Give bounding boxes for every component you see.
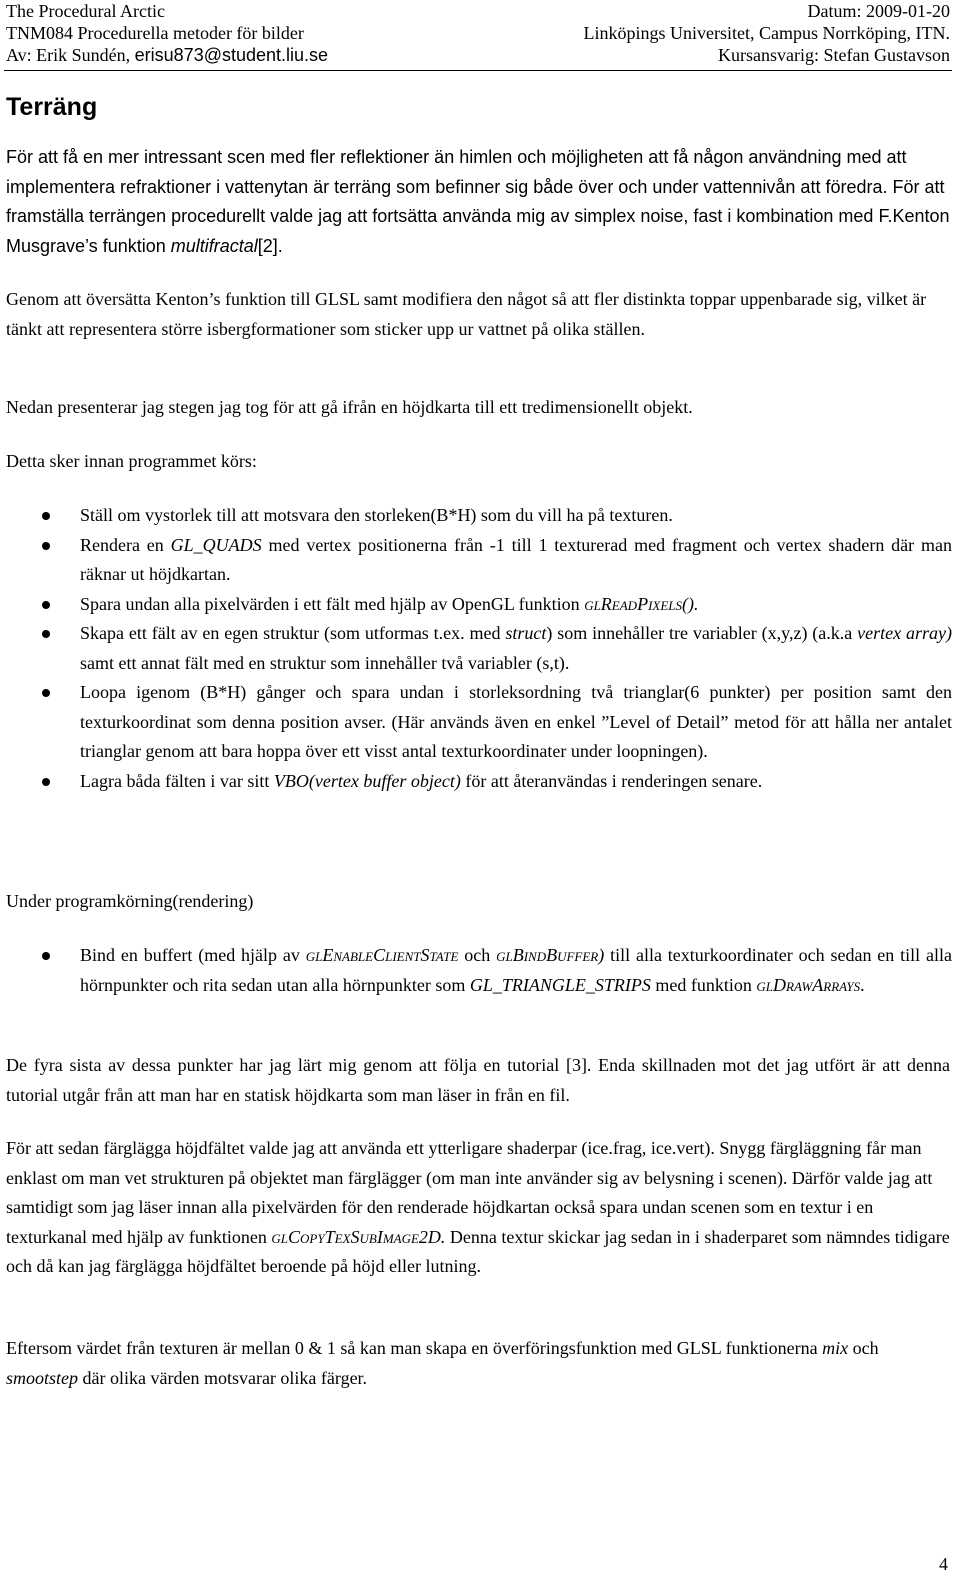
list-item: Skapa ett fält av en egen struktur (som utformas t.ex. med struct) som innehåller tre variabler (x,y,z) (a.k.a vertex array) samt ett annat fält med en struktur som innehåller två variabler (s,t). xyxy=(0,619,952,678)
section-title: Terräng xyxy=(6,93,98,121)
bullet-icon xyxy=(42,952,50,960)
header-line-1 xyxy=(6,0,950,22)
paragraph-intro: För att få en mer intressant scen med fler reflektioner än himlen och möjligheten att få någon användning med att implementera refraktioner i vattenytan är terräng som befinner sig både över och under vattennivån att föredra. För att framställa terrängen procedurellt valde jag att fortsätta använda mig av simplex noise, fast i kombination med F.Kenton Musgrave’s funktion multifractal[2]. xyxy=(6,147,950,256)
header-divider xyxy=(4,70,952,71)
list-item: Rendera en GL_QUADS med vertex positionerna från -1 till 1 texturerad med fragment och vertex shadern där man räknar ut höjdkartan. xyxy=(0,531,952,590)
bullet-icon xyxy=(42,689,50,697)
paragraph-steps-intro: Nedan presenterar jag stegen jag tog för att gå ifrån en höjdkarta till ett tredimensionellt objekt. xyxy=(6,397,693,417)
paragraph-transfer-function: Eftersom värdet från texturen är mellan 0 & 1 så kan man skapa en överföringsfunktion med GLSL funktionerna mix och smootstep där olika värden motsvarar olika färger. xyxy=(6,1338,879,1388)
document-date: Datum: 2009-01-20 xyxy=(807,1,950,21)
list-item: Bind en buffert (med hjälp av glEnableClientState och glBindBuffer) till alla texturkoordinater och sedan en till alla hörnpunkter och rita sedan utan alla hörnpunkter som GL_TRIANGLE_STRIPS med funktion glDrawArrays. xyxy=(0,941,952,1000)
paragraph-tutorial: De fyra sista av dessa punkter har jag lärt mig genom att följa en tutorial [3]. Enda skillnaden mot det jag utfört är att denna tutorial utgår från att man har en statisk höjdkarta som man läser in från en fil. xyxy=(6,1055,950,1105)
list-item: Loopa igenom (B*H) gånger och spara undan i storleksordning två trianglar(6 punkter) per position samt den texturkoordinat som denna position avser. (Här används även en enkel ”Level of Detail” metod för att hålla ner antalet trianglar genom att bara hoppa över ett visst antal texturkoordinater under loopningen). xyxy=(0,678,952,767)
document-title: The Procedural Arctic xyxy=(6,1,165,21)
list-item: Ställ om vystorlek till att motsvara den storleken(B*H) som du vill ha på texturen. xyxy=(0,501,952,531)
bullet-icon xyxy=(42,512,50,520)
paragraph-before-run: Detta sker innan programmet körs: xyxy=(6,451,257,471)
render-step-list xyxy=(0,941,952,1000)
header-line-2 xyxy=(6,22,950,44)
list-item: Spara undan alla pixelvärden i ett fält med hjälp av OpenGL funktion glReadPixels(). xyxy=(0,590,952,620)
paragraph-glsl: Genom att översätta Kenton’s funktion till GLSL samt modifiera den något så att fler distinkta toppar uppenbarade sig, vilket är tänkt att representera större isbergformationer som sticker upp ur vattnet på olika ställen. xyxy=(6,289,927,339)
paragraph-coloring: För att sedan färglägga höjdfältet valde jag att använda ett ytterligare shaderpar (ice.frag, ice.vert). Snygg färgläggning får man enklast om man vet strukturen på objektet man färglägger (om man inte använder sig av belysning i scenen). Därför valde jag att samtidigt som jag läser innan alla pixelvärden för den renderade höjdkartan också spara undan scenen som en textur i en texturkanal med hjälp av funktionen glCopyTexSubImage2D. Denna textur skickar jag sedan in i shaderparet som nämndes tidigare och då kan jag färglägga höjdfältet beroende på höjd eller lutning. xyxy=(6,1138,950,1276)
bullet-icon xyxy=(42,601,50,609)
author-line xyxy=(6,44,328,66)
course-responsible: Kursansvarig: Stefan Gustavson xyxy=(718,45,950,65)
paragraph-during-run: Under programkörning(rendering) xyxy=(6,891,254,911)
author-prefix: Av: Erik Sundén, xyxy=(6,45,135,65)
author-email: erisu873@student.liu.se xyxy=(134,45,329,65)
bullet-icon xyxy=(42,630,50,638)
course-name: TNM084 Procedurella metoder för bilder xyxy=(6,23,304,43)
bullet-icon xyxy=(42,542,50,550)
header-line-3 xyxy=(6,44,950,66)
page-number: 4 xyxy=(939,1554,948,1574)
preprocess-step-list xyxy=(0,501,952,796)
university-name: Linköpings Universitet, Campus Norrköping, ITN. xyxy=(583,23,950,43)
bullet-icon xyxy=(42,778,50,786)
list-item: Lagra båda fälten i var sitt VBO(vertex buffer object) för att återanvändas i renderingen senare. xyxy=(0,767,952,797)
